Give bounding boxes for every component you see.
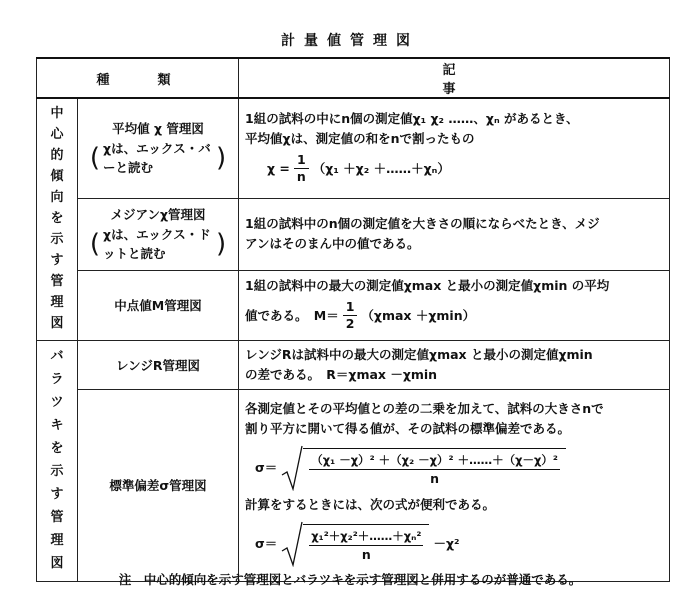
footnote: 注 中心的傾向を示す管理図とバラツキを示す管理図と併用するのが普通である。 xyxy=(118,572,582,587)
kind-cell xyxy=(78,389,239,581)
table-row xyxy=(37,270,670,340)
category-char: 理 xyxy=(50,295,64,311)
category-char: を xyxy=(50,441,64,456)
category-char: 理 xyxy=(50,533,64,548)
desc-line: の差である。 R＝χmax －χmin xyxy=(245,366,438,382)
page-title: 計量値管理図 xyxy=(281,33,419,49)
formula-midrange xyxy=(245,299,663,332)
formula-lhs: σ＝ xyxy=(255,536,278,551)
category-char: 図 xyxy=(50,316,64,332)
category-char: 管 xyxy=(50,274,64,290)
formula-sigma2 xyxy=(255,521,663,567)
table-row xyxy=(37,340,670,389)
table-row xyxy=(37,198,670,270)
control-chart-table xyxy=(36,57,670,582)
category-char: す xyxy=(50,253,64,269)
kind-label: 中点値M管理図 xyxy=(114,298,202,313)
category-char: す xyxy=(50,487,64,502)
fraction-den: n xyxy=(296,169,306,185)
fraction xyxy=(343,299,358,332)
formula-sigma1 xyxy=(255,445,663,491)
category-char: ツ xyxy=(50,395,64,410)
category-char: 図 xyxy=(50,556,64,571)
category-spread-label xyxy=(37,347,77,574)
sqrt-den: n xyxy=(430,471,440,486)
sqrt-num: χ₁²＋χ₂²＋……＋χₙ² xyxy=(309,527,423,546)
kind-label: レンジR管理図 xyxy=(115,357,200,373)
desc-line: 1組の試料中の最大の測定値χmax と最小の測定値χmin の平均 xyxy=(245,278,610,293)
kind-cell xyxy=(78,270,239,340)
desc-line: レンジRは試料中の最大の測定値χmax と最小の測定値χmin xyxy=(245,346,593,362)
category-char: キ xyxy=(50,418,64,433)
fraction-den: 2 xyxy=(345,316,355,331)
table-header-row xyxy=(37,58,670,98)
desc-line: 計算をするときには、次の式が便利である。 xyxy=(245,497,496,512)
desc-cell xyxy=(239,98,670,198)
kind-note-text: χは、エックス・ドットと読む xyxy=(103,227,211,261)
kind-note: ( χは、エックス・バーと読む ) xyxy=(89,141,227,176)
category-spread xyxy=(37,340,78,581)
desc-cell xyxy=(239,198,670,270)
kind-note: ( χは、エックス・ドットと読む ) xyxy=(89,227,227,261)
category-center-label xyxy=(37,104,77,334)
sqrt-den: n xyxy=(361,547,371,562)
formula-rest: （χ₁ ＋χ₂ ＋……＋χₙ） xyxy=(312,160,450,176)
header-kind: 種類 xyxy=(37,58,239,98)
desc-line: 各測定値とその平均値との差の二乗を加えて、試料の大きさnで xyxy=(245,401,604,416)
category-char: 示 xyxy=(50,232,64,248)
category-center xyxy=(37,98,78,340)
sqrt-body xyxy=(303,524,429,564)
desc-line: 割り平方に開いて得る値が、その試料の標準偏差である。 xyxy=(245,421,571,436)
radical-sign xyxy=(281,521,303,567)
kind-label: 標準偏差σ管理図 xyxy=(109,478,207,493)
category-char: 心 xyxy=(50,127,64,143)
desc-line: 平均値χは、測定値の和をnで割ったもの xyxy=(245,131,475,147)
formula-mean xyxy=(267,152,663,185)
sqrt-num: （χ₁ －χ）² ＋（χ₂ －χ）² ＋……＋（χ－χ）² xyxy=(309,451,560,470)
sqrt-body xyxy=(303,448,566,488)
kind-cell xyxy=(78,98,239,198)
category-char: を xyxy=(50,211,64,227)
formula-lhs: χ = xyxy=(267,160,290,176)
formula-lhs: σ＝ xyxy=(255,460,278,475)
header-desc: 記事 xyxy=(239,58,670,98)
kind-label: メジアンχ管理図 xyxy=(110,207,206,222)
table-row xyxy=(37,98,670,198)
desc-line: 1組の試料の中にn個の測定値χ₁ χ₂ ……、χₙ があるとき、 xyxy=(245,111,579,127)
fraction-num: 1 xyxy=(343,299,358,316)
radical-sign xyxy=(281,445,303,491)
category-char: 示 xyxy=(50,464,64,479)
desc-cell xyxy=(239,389,670,581)
category-char: ラ xyxy=(50,372,64,387)
category-char: 中 xyxy=(50,106,64,122)
fraction xyxy=(294,152,309,185)
category-char: 向 xyxy=(50,190,64,206)
formula-rest: （χmax ＋χmin） xyxy=(361,307,476,323)
category-char: 傾 xyxy=(50,169,64,185)
desc-line: 1組の試料中のn個の測定値を大きさの順にならべたとき、メジ xyxy=(245,216,600,231)
kind-note-text: χは、エックス・バーと読む xyxy=(103,141,211,176)
formula-lhs: 値である。 M＝ xyxy=(245,307,339,323)
desc-cell xyxy=(239,340,670,389)
formula-rest: －χ² xyxy=(433,536,460,551)
kind-cell xyxy=(78,198,239,270)
table-row xyxy=(37,389,670,581)
fraction-num: 1 xyxy=(294,152,309,169)
category-char: 的 xyxy=(50,148,64,164)
kind-label: 平均値 χ 管理図 xyxy=(112,121,204,137)
desc-line: アンはそのまん中の値である。 xyxy=(245,236,420,251)
category-char: バ xyxy=(50,349,64,364)
kind-cell xyxy=(78,340,239,389)
desc-cell xyxy=(239,270,670,340)
category-char: 管 xyxy=(50,510,64,525)
